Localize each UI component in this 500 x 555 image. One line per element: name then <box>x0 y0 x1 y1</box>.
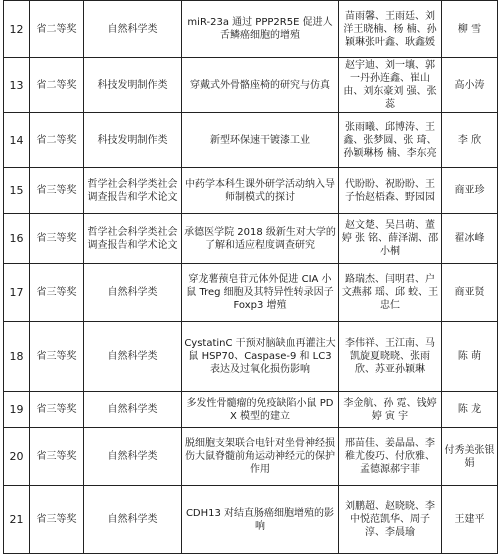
row-number: 20 <box>4 428 30 486</box>
table-row <box>4 214 498 264</box>
table-row <box>4 428 498 486</box>
author-list: 赵文楚、吴吕萌、董婷 张 铭、薛泽湖、邵小桐 <box>339 214 442 264</box>
category: 哲学社会科学类社会调查报告和学术论文 <box>84 214 182 264</box>
row-number: 18 <box>4 322 30 392</box>
project-title: 穿戴式外骨骼座椅的研究与仿真 <box>182 58 339 113</box>
row-number: 19 <box>4 392 30 428</box>
award-level: 省三等奖 <box>30 214 84 264</box>
author-list: 赵宇迪、刘一壤、郭一丹孙连鑫、崔山由、刘东豪刘 强、张 蕊 <box>339 58 442 113</box>
category: 自然科学类 <box>84 264 182 322</box>
row-number: 12 <box>4 1 30 58</box>
project-title: 承德医学院 2018 级新生对大学的了解和适应程度调查研究 <box>182 214 339 264</box>
award-level: 省二等奖 <box>30 113 84 168</box>
advisor: 陈 萌 <box>442 322 498 392</box>
category: 自然科学类 <box>84 428 182 486</box>
category: 科技发明制作类 <box>84 58 182 113</box>
advisor: 李 欣 <box>442 113 498 168</box>
award-table <box>3 0 498 554</box>
award-level: 省三等奖 <box>30 264 84 322</box>
project-title: 多发性骨髓瘤的免疫缺陷小鼠 PDX 模型的建立 <box>182 392 339 428</box>
advisor: 翟冰峰 <box>442 214 498 264</box>
advisor: 商亚贤 <box>442 264 498 322</box>
table-row <box>4 168 498 214</box>
project-title: 新型环保速干镀漆工业 <box>182 113 339 168</box>
award-level: 省三等奖 <box>30 168 84 214</box>
row-number: 15 <box>4 168 30 214</box>
category: 自然科学类 <box>84 392 182 428</box>
row-number: 14 <box>4 113 30 168</box>
advisor: 高小涛 <box>442 58 498 113</box>
table-row <box>4 1 498 58</box>
project-title: 中药学本科生课外研学活动纳入导师制模式的探讨 <box>182 168 339 214</box>
project-title: 穿龙薯蓣皂苷元体外促进 CIA 小鼠 Treg 细胞及其特异性转录因子 Foxp3 增殖 <box>182 264 339 322</box>
project-title: CystatinC 干预对脑缺血再灌注大鼠 HSP70、Caspase-9 和 LC3 表达及过氧化损伤影响 <box>182 322 339 392</box>
author-list: 邢苗佳、姜晶晶、李 稚尤俊巧、付欣雅、孟德源郝宇菲 <box>339 428 442 486</box>
award-level: 省三等奖 <box>30 428 84 486</box>
category: 自然科学类 <box>84 1 182 58</box>
table-row <box>4 58 498 113</box>
project-title: miR-23a 通过 PPP2R5E 促进人舌鳞癌细胞的增殖 <box>182 1 339 58</box>
author-list: 代盼盼、祝盼盼、王子怡赵梧森、野园园 <box>339 168 442 214</box>
award-level: 省二等奖 <box>30 58 84 113</box>
advisor: 陈 龙 <box>442 392 498 428</box>
advisor: 付秀美张银娟 <box>442 428 498 486</box>
table-row <box>4 322 498 392</box>
row-number: 21 <box>4 486 30 554</box>
table-row <box>4 486 498 554</box>
category: 科技发明制作类 <box>84 113 182 168</box>
award-level: 省三等奖 <box>30 322 84 392</box>
project-title: CDH13 对结直肠癌细胞增殖的影响 <box>182 486 339 554</box>
table-row <box>4 113 498 168</box>
row-number: 13 <box>4 58 30 113</box>
table-row <box>4 392 498 428</box>
author-list: 路瑞杰、闫明君、户文燕郝 瑶、邱 蛟、王 忠仁 <box>339 264 442 322</box>
table-row <box>4 264 498 322</box>
award-level: 省三等奖 <box>30 486 84 554</box>
award-level: 省三等奖 <box>30 392 84 428</box>
category: 哲学社会科学类社会调查报告和学术论文 <box>84 168 182 214</box>
row-number: 17 <box>4 264 30 322</box>
award-level: 省二等奖 <box>30 1 84 58</box>
category: 自然科学类 <box>84 322 182 392</box>
advisor: 王建平 <box>442 486 498 554</box>
author-list: 李伟祥、王江南、马凯旋夏晓晓、张雨欣、苏亚孙颖琳 <box>339 322 442 392</box>
author-list: 刘鹏超、赵晓晓、李中悦范凯华、周子淳、李晨瑜 <box>339 486 442 554</box>
project-title: 脱细胞支架联合电针对坐骨神经损伤大鼠脊髓前角运动神经元的保护作用 <box>182 428 339 486</box>
author-list: 苗雨馨、王雨廷、刘洋王晓楠、杨 楠、孙颖琳张叶鑫、耿鑫媛 <box>339 1 442 58</box>
advisor: 柳 雪 <box>442 1 498 58</box>
category: 自然科学类 <box>84 486 182 554</box>
author-list: 张雨曦、邱博涛、王鑫、张梦圆、张 琦、孙颖琳杨 楠、李东亮 <box>339 113 442 168</box>
author-list: 李金航、孙 霓、钱婷婷 寅 宇 <box>339 392 442 428</box>
advisor: 商亚珍 <box>442 168 498 214</box>
row-number: 16 <box>4 214 30 264</box>
